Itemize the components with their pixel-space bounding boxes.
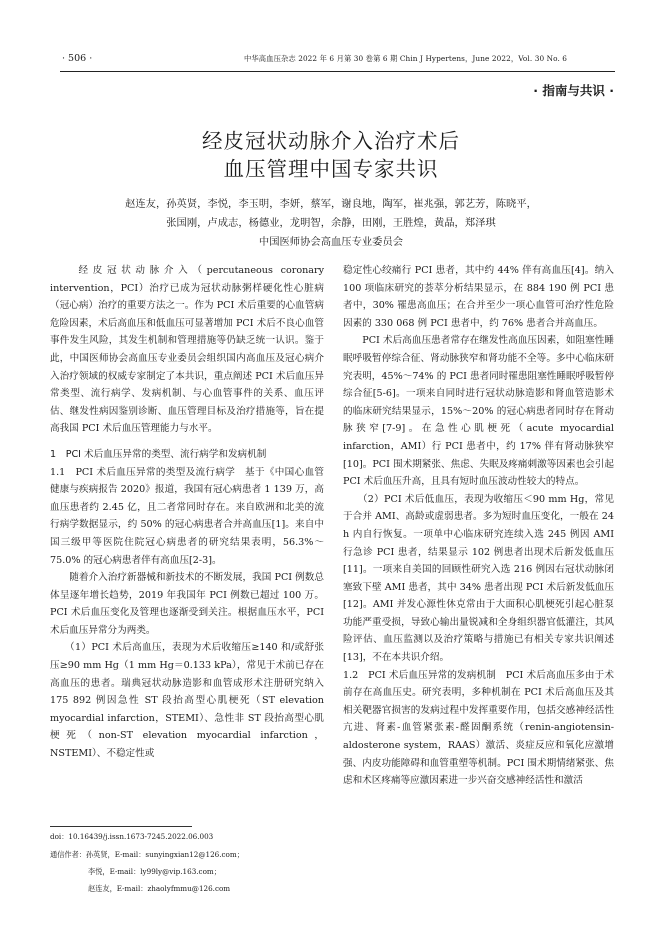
section-heading: 1 PCI 术后血压异常的类型、流行病学和发病机制 xyxy=(50,448,267,460)
body-paragraph: 1.1 PCI 术后血压异常的类型及流行病学 基于《中国心血管健康与疾病报告 2020》报道，我国有冠心病患者 1 139 万，高血压患者约 2.45 亿，且二者常同时存在。来自欧洲和北美的流行病学数据显示，约 50% 的冠心病患者合并高血压[1]。来自中国三级甲等医院住院冠心病患者的研究结果表明，56.3%～75.0% 的冠心病患者伴有高血压[2-3]。 xyxy=(50,466,324,566)
section-tag: · 指南与共识 · xyxy=(533,83,614,98)
journal-running-header: 中华高血压杂志 2022 年 6 月第 30 卷第 6 期 Chin J Hypertens，June 2022，Vol. 30 No. 6 xyxy=(244,54,568,63)
page-number: · 506 · xyxy=(62,53,93,64)
header-rule xyxy=(60,71,615,72)
body-paragraph: 1.2 PCI 术后血压异常的发病机制 PCI 术后高血压多由于术前存在高血压史。研究表明，多种机制在 PCI 术后高血压及其相关靶器官损害的发病过程中发挥重要作用，包括交感神经活性亢进、肾素-血管紧张素-醛固酮系统（renin-angiotensin-aldosterone system，RAAS）激活、炎症反应和氧化应激增强、内皮功能障碍和血管重塑等机制。PCI 围术期情绪紧张、焦虑和术区疼痛等应激因素进一步兴奋交感神经活性和激活 xyxy=(343,669,614,787)
correspondence-footnote-1: 通信作者：孙英贤，E-mail：sunyingxian12@126.com； xyxy=(50,850,244,859)
author-list-line1: 赵连友，孙英贤，李悦，李玉明，李妍，蔡军，谢良地，陶军，崔兆强，郭艺芳，陈晓平， xyxy=(125,198,537,210)
body-paragraph: PCI 术后高血压患者常存在继发性高血压因素，如阻塞性睡眠呼吸暂停综合征、肾动脉狭窄和肾功能不全等。多中心临床研究表明，45%～74% 的 PCI 患者同时罹患阻塞性睡眠呼吸暂停综合征[5-6]。一项来自同时进行冠状动脉造影和肾血管造影术的临床研究结果显示，15%～20% 的冠心病患者同时存在肾动脉狭窄[7-9]。在急性心肌梗死（acute myocardial infarction，AMI）行 PCI 患者中，约 17% 伴有肾动脉狭窄[10]。PCI 围术期紧张、焦虑、失眠及疼痛刺激等因素也会引起 PCI 术后血压升高，且具有短时血压波动性较大的特点。 xyxy=(343,335,614,488)
body-paragraph: 稳定性心绞痛行 PCI 患者，其中约 44% 伴有高血压[4]。纳入 100 项临床研究的荟萃分析结果显示，在 884 190 例 PCI 患者中，30% 罹患高血压；在合并至少一项心血管可治疗性危险因素的 330 068 例 PCI 患者中，约 76% 患者合并高血压。 xyxy=(343,265,614,329)
correspondence-footnote-2: 李悦，E-mail：ly99ly@vip.163.com； xyxy=(88,867,221,876)
author-list-line2: 张国刚，卢成志，杨德业，龙明智，余静，田刚，王胜煌，黄晶，郑泽琪 xyxy=(166,217,496,229)
affiliation: 中国医师协会高血压专业委员会 xyxy=(258,236,404,248)
article-title-line2: 血压管理中国专家共识 xyxy=(223,157,439,181)
paragraph-gap xyxy=(50,438,324,446)
body-paragraph: （2）PCI 术后低血压，表现为收缩压＜90 mm Hg，常见于合并 AMI、高龄或虚弱患者。多为短时血压变化，一般在 24 h 内自行恢复。一项单中心临床研究连续入选 245 例因 AMI 行急诊 PCI 患者，结果显示 102 例患者出现术后新发低血压[11]。一项来自美国的回顾性研究入选 216 例因右冠状动脉闭塞致下壁 AMI 患者，其中 34% 患者出现 PCI 术后新发低血压[12]。AMI 并发心源性休克常由于大面积心肌梗死引起心脏泵功能严重受损，导致心输出量锐减和全身组织器官低灌注，其风险评估、血压监测以及治疗策略与措施已有相关专家共识阐述[13]，不在本共识介绍。 xyxy=(343,493,614,664)
right-column xyxy=(343,262,614,790)
footnote-rule xyxy=(50,826,192,827)
body-paragraph: 经皮冠状动脉介入（percutaneous coronary intervention，PCI）治疗已成为冠状动脉粥样硬化性心脏病（冠心病）治疗的重要方法之一。作为 PCI 术后重要的心血管病危险因素，术后高血压和低血压可显著增加 PCI 术后不良心血管事件发生风险，其发生机制和管理措施等仍缺乏统一认识。鉴于此，中国医师协会高血压专业委员会组织国内高血压及冠心病介入治疗领域的权威专家制定了本共识，重点阐述 PCI 术后血压异常类型、流行病学、发病机制、与心血管事件的关系、血压评估、继发性病因鉴别诊断、血压管理目标及治疗措施等，旨在提高我国 PCI 术后血压管理能力与水平。 xyxy=(50,265,324,435)
body-paragraph: 随着介入治疗新器械和新技术的不断发展，我国 PCI 例数总体呈逐年增长趋势，2019 年我国年 PCI 例数已超过 100 万。PCI 术后血压变化及管理也逐渐受到关注。根据血压水平，PCI 术后血压异常分为两类。 xyxy=(50,572,324,636)
body-paragraph: （1）PCI 术后高血压，表现为术后收缩压≥140 和/或舒张压≥90 mm Hg（1 mm Hg＝0.133 kPa），常见于术前已存在高血压的患者。瑞典冠状动脉造影和血管成形术注册研究纳入 175 892 例因急性 ST 段抬高型心肌梗死（ST elevation myocardial infarction，STEMI）、急性非 ST 段抬高型心肌梗死（non-ST elevation myocardial infarction，NSTEMI）、不稳定性或 xyxy=(50,642,324,760)
article-title-line1: 经皮冠状动脉介入治疗术后 xyxy=(202,129,460,153)
correspondence-footnote-3: 赵连友，E-mail：zhaolyfmmu@126.com xyxy=(88,884,231,893)
left-column xyxy=(50,262,324,763)
doi-footnote: doi：10.16439/j.issn.1673-7245.2022.06.003 xyxy=(50,832,214,841)
